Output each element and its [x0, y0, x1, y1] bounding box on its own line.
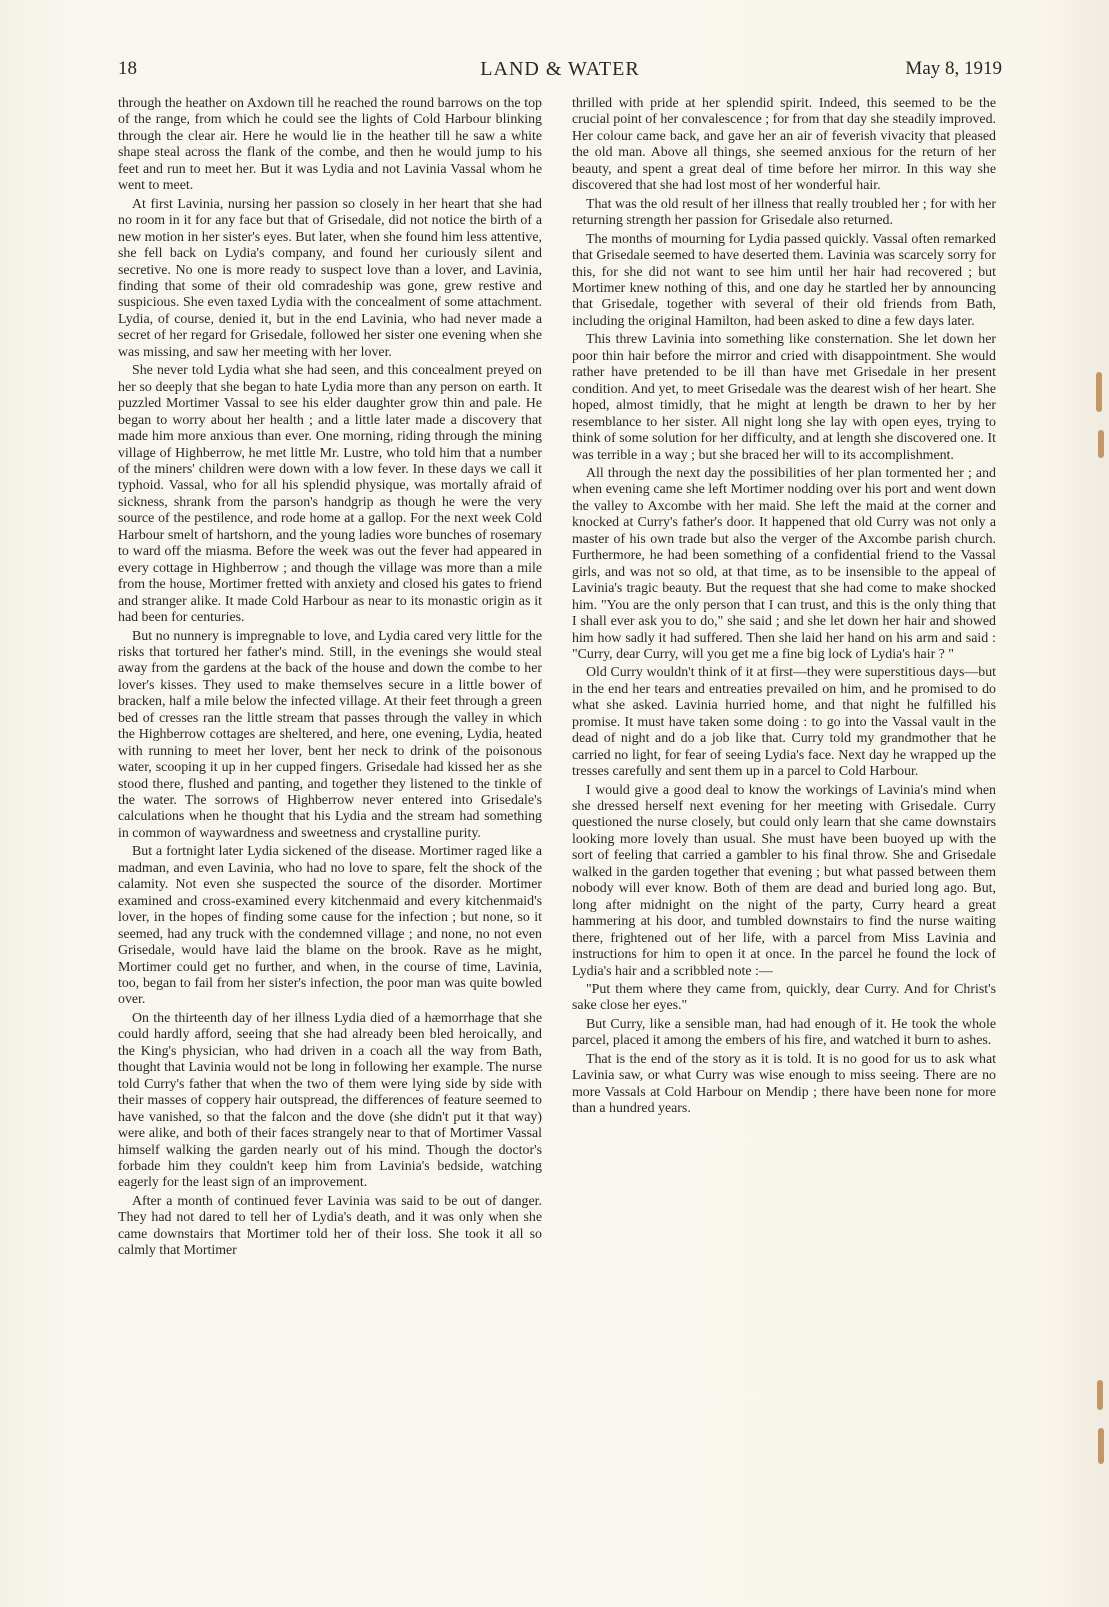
page-header: [118, 58, 1002, 88]
page-edge-stain: [1096, 372, 1102, 412]
paragraph: I would give a good deal to know the workings of Lavinia's mind when she dressed herself next evening for her meeting with Grisedale. Curry questioned the nurse closely, but could only learn that she came downstairs looking more lovely than usual. She must have been buoyed up with the sort of feeling that carried a gambler to his final throw. She and Grisedale walked in the garden together that evening ; but what passed between them nobody will ever know. Both of them are dead and buried long ago. But, long after midnight on the night of the party, Curry heard a great hammering at his door, and tumbled downstairs to find the nurse waiting there, frightened out of her life, with a parcel from Miss Lavinia and instructions for him to open it at once. In the parcel he found the lock of Lydia's hair and a scribbled note :—: [572, 782, 996, 979]
paragraph: She never told Lydia what she had seen, and this concealment preyed on her so deeply that she began to hate Lydia more than any person on earth. It puzzled Mortimer Vassal to see his elder daughter grow thin and pale. He began to worry about her health ; and a little later made a discovery that made him more anxious than ever. One morning, riding through the mining village of Highberrow, he met little Mr. Lustre, who told him that a number of the miners' children were down with a low fever. In these days we call it typhoid. Vassal, who for all his splendid physique, was mortally afraid of sickness, shrank from the parson's handgrip as though he were the very source of the pestilence, and rode home at a gallop. For the next week Cold Harbour smelt of hartshorn, and the young ladies wore bunches of rosemary to ward off the miasma. Before the week was out the fever had appeared in every cottage in Highberrow ; and though the village was more than a mile from the house, Mortimer fretted with anxiety and closed his gates to friend and stranger alike. It made Cold Harbour as near to its monastic origin as it had been for centuries.: [118, 363, 542, 626]
right-column: [572, 96, 996, 1120]
paragraph: The months of mourning for Lydia passed quickly. Vassal often remarked that Grisedale seemed to have deserted them. Lavinia was scarcely sorry for this, for she did not want to see him until her hair had recovered ; but Mortimer knew nothing of this, and one day he startled her by announcing that Grisedale, together with several of their old friends from Bath, including the original Hamilton, had been asked to dine a few days later.: [572, 231, 996, 329]
paragraph: Old Curry wouldn't think of it at first—they were superstitious days—but in the end her tears and entreaties prevailed on him, and he promised to do what she asked. Lavinia hurried home, and that night he fulfilled his promise. It must have taken some doing : to go into the Vassal vault in the dead of night and do a job like that. Curry told my grandmother that he carried no light, for fear of seeing Lydia's face. Next day he wrapped up the tresses carefully and sent them up in a parcel to Cold Harbour.: [572, 665, 996, 780]
left-column: [118, 96, 542, 1262]
page-edge-stain: [1098, 1428, 1104, 1464]
page-edge-stain: [1098, 430, 1104, 458]
paragraph: This threw Lavinia into something like consternation. She let down her poor thin hair before the mirror and cried with disappointment. She would rather have pretended to be ill than have met Grisedale in her present condition. And yet, to meet Grisedale was the dearest wish of her heart. She hoped, almost timidly, that he might at length be drawn to her by her resemblance to her sister. All night long she lay with open eyes, trying to think of some solution for her difficulty, and at length she discovered one. It was terrible in a way ; but she braced her will to its accomplishment.: [572, 332, 996, 463]
paragraph: thrilled with pride at her splendid spirit. Indeed, this seemed to be the crucial point of her convalescence ; for from that day she steadily improved. Her colour came back, and gave her an air of feverish vivacity that pleased the old man. Above all things, she seemed anxious for the return of her beauty, and spent a great deal of time before her mirror. In this way she discovered that she had lost most of her wonderful hair.: [572, 96, 996, 194]
paragraph: All through the next day the possibilities of her plan tormented her ; and when evening came she left Mortimer nodding over his port and went down the valley to Axcombe with her maid. She left the maid at the corner and knocked at Curry's father's door. It happened that old Curry was not only a master of his own trade but also the verger of the Axcombe parish church. Furthermore, he had been something of a confidential friend to the Vassal girls, and was not so old, at that time, as to be insensible to the appeal of Lavinia's tragic beauty. But the request that she had come to make shocked him. "You are the only person that I can trust, and this is the only thing that I shall ever ask you to do," she said ; and she let down her hair and showed him how sadly it had suffered. Then she laid her hand on his arm and said : "Curry, dear Curry, will you get me a fine big lock of Lydia's hair ? ": [572, 465, 996, 662]
paragraph: After a month of continued fever Lavinia was said to be out of danger. They had not dared to tell her of Lydia's death, and it was only when she came downstairs that Mortimer told her of their loss. She took it all so calmly that Mortimer: [118, 1193, 542, 1259]
masthead: LAND & WATER: [480, 58, 640, 80]
paragraph: through the heather on Axdown till he reached the round barrows on the top of the range, from which he could see the lights of Cold Harbour blinking through the clear air. Here he would lie in the heather till he saw a white shape steal across the flank of the combe, and then he would jump to his feet and run to meet her. But it was Lydia and not Lavinia Vassal whom he went to meet.: [118, 96, 542, 194]
article-body: [118, 96, 1002, 1536]
paragraph: That is the end of the story as it is told. It is no good for us to ask what Lavinia saw, or what Curry was wise enough to miss seeing. There are no more Vassals at Cold Harbour on Mendip ; there have been none for more than a hundred years.: [572, 1051, 996, 1117]
paragraph: "Put them where they came from, quickly, dear Curry. And for Christ's sake close her eyes.": [572, 982, 996, 1014]
page-edge-stain: [1097, 1380, 1103, 1410]
paragraph: But Curry, like a sensible man, had had enough of it. He took the whole parcel, placed it among the embers of his fire, and watched it burn to ashes.: [572, 1016, 996, 1049]
paragraph: That was the old result of her illness that really troubled her ; for with her returning strength her passion for Grisedale also returned.: [572, 196, 996, 229]
page-number: 18: [118, 58, 137, 79]
paragraph: But a fortnight later Lydia sickened of the disease. Mortimer raged like a madman, and even Lavinia, who had no love to spare, felt the shock of the calamity. Not even she suspected the source of the disorder. Mortimer examined and cross-examined every kitchenmaid and every kitchenmaid's lover, in the hopes of finding some cause for the infection ; but none, so it seemed, had any truck with the condemned village ; and none, no not even Grisedale, would have laid the blame on the brook. Rave as he might, Mortimer could get no further, and when, in the course of time, Lavinia, too, began to fail from her sister's infection, the poor man was quite bowled over.: [118, 844, 542, 1008]
paragraph: On the thirteenth day of her illness Lydia died of a hæmorrhage that she could hardly afford, seeing that she had already been bled heroically, and the King's physician, who had driven in a coach all the way from Bath, thought that Lavinia would not be long in following her example. The nurse told Curry's father that when the two of them were lying side by side with their masses of coppery hair outspread, the differences of feature seemed to have vanished, so that the falcon and the dove (she didn't put it that way) were alike, and both of their faces strangely near to that of Mortimer Vassal himself walking the garden nearly out of his mind. Though the doctor's forbade him they couldn't keep him from Lavinia's bedside, watching eagerly for the least sign of an improvement.: [118, 1010, 542, 1191]
paragraph: At first Lavinia, nursing her passion so closely in her heart that she had no room in it for any face but that of Grisedale, did not notice the birth of a new motion in her sister's eyes. But later, when she found him less attentive, she fell back on Lydia's company, and found her curiously silent and secretive. No one is more ready to suspect love than a lover, and Lavinia, finding that some of their old comradeship was gone, grew restive and suspicious. She even taxed Lydia with the concealment of some attachment. Lydia, of course, denied it, but in the end Lavinia, who had never made a secret of her regard for Grisedale, followed her sister one evening when she was missing, and saw her meeting with her lover.: [118, 196, 542, 360]
paragraph: But no nunnery is impregnable to love, and Lydia cared very little for the risks that tortured her father's mind. Still, in the evenings she would steal away from the gardens at the back of the house and down the combe to her lover's kisses. They used to make themselves secure in a little bower of bracken, half a mile below the infected village. At their feet through a green bed of cresses ran the little stream that passes through the valley in which the Highberrow cottages are sheltered, and here, one evening, Lydia, heated with running to meet her lover, bent her neck to drink of the poisonous water, scooping it up in her cupped fingers. Grisedale had kissed her as she stood there, flushed and panting, and together they listened to the tinkle of the water. The sorrows of Highberrow never entered into Grisedale's calculations when he thought that his Lydia and the stream had something in common of waywardness and sweetness and crystalline purity.: [118, 628, 542, 841]
issue-date: May 8, 1919: [905, 58, 1002, 79]
